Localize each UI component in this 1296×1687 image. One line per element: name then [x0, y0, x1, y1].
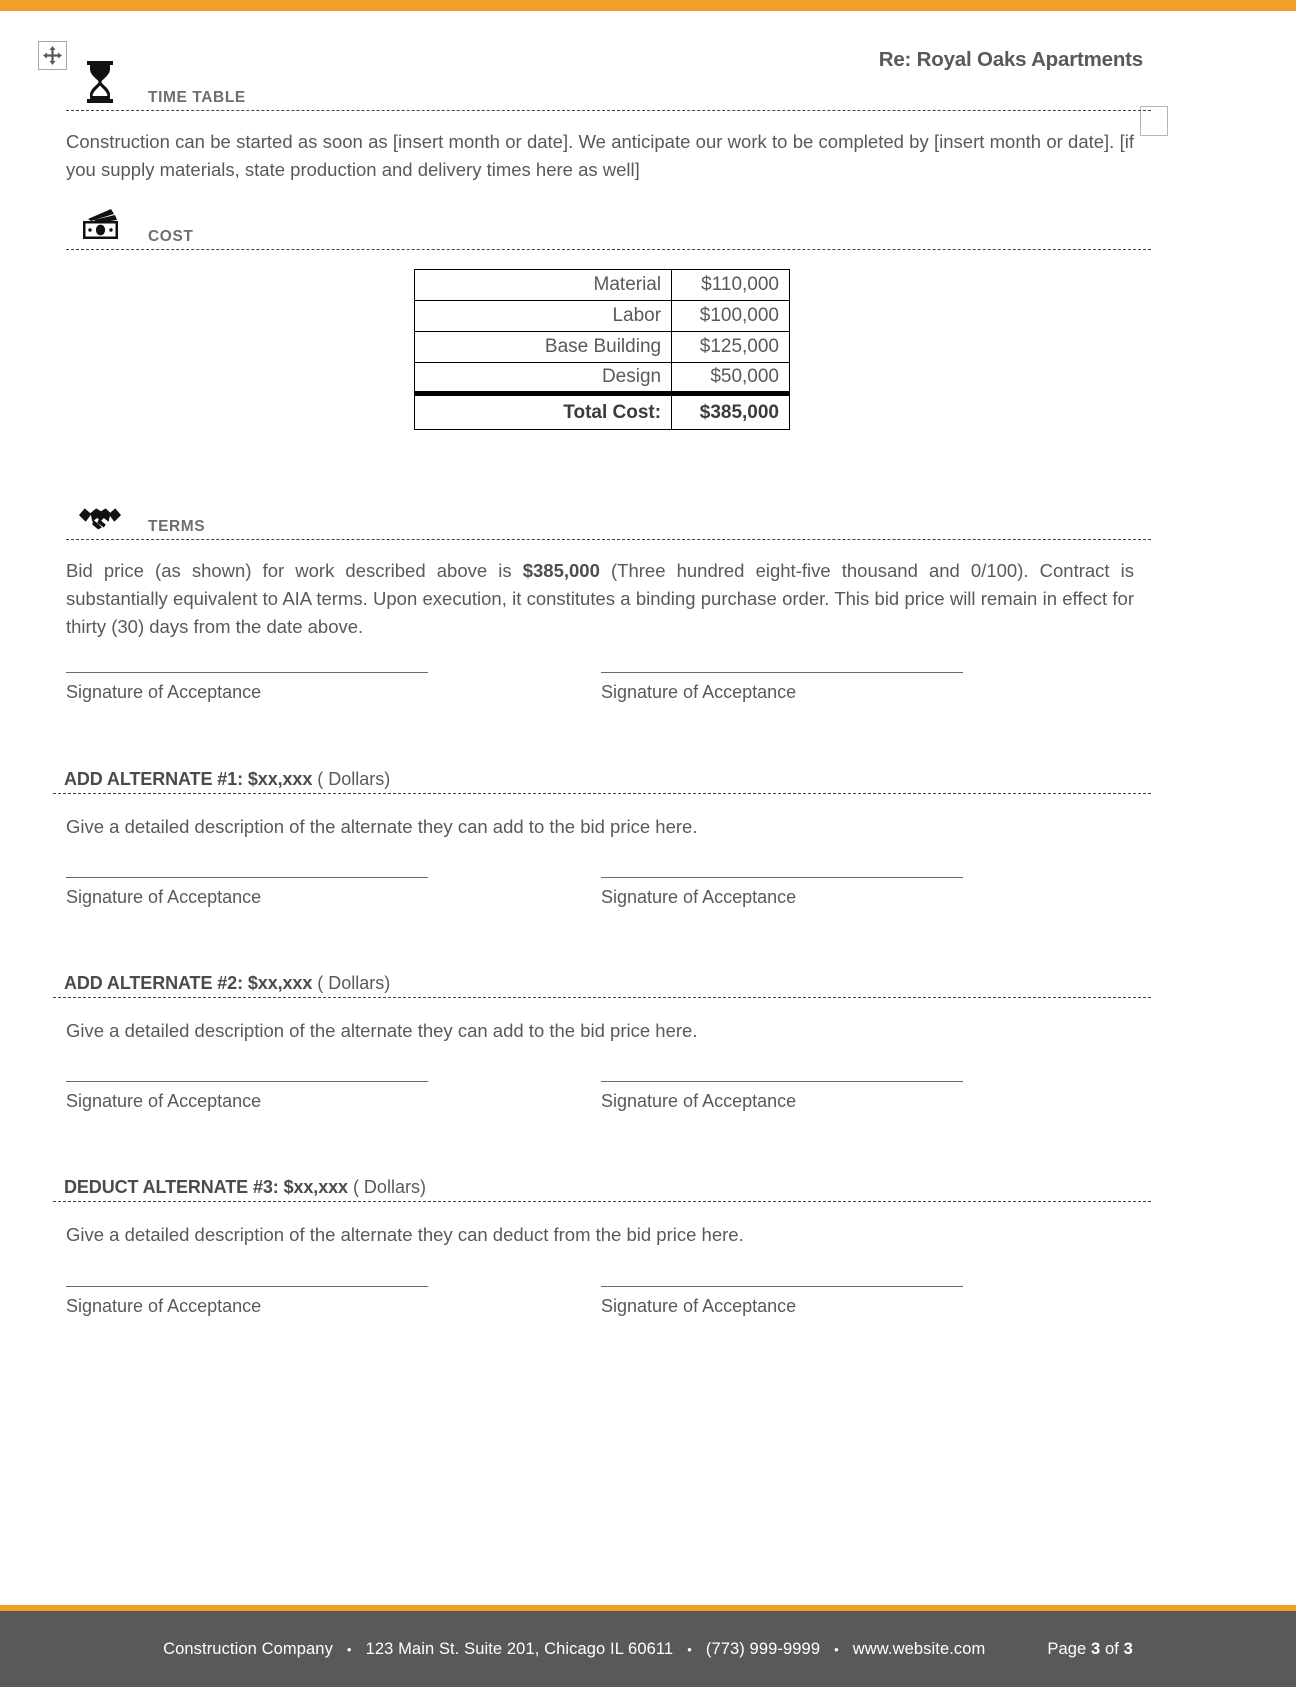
signature-line[interactable]	[601, 877, 963, 878]
table-row	[415, 363, 790, 394]
signature-label: Signature of Acceptance	[601, 1091, 797, 1111]
alternate-heading-bold: DEDUCT ALTERNATE #3: $xx,xxx	[64, 1177, 348, 1197]
section-divider	[53, 1201, 1151, 1202]
signature-label: Signature of Acceptance	[601, 1296, 797, 1316]
top-accent-bar	[0, 0, 1296, 11]
cost-table	[414, 269, 790, 430]
cost-row-value: $110,000	[672, 270, 790, 301]
signature-line[interactable]	[66, 1081, 428, 1082]
signature-line[interactable]	[66, 877, 428, 878]
signature-label: Signature of Acceptance	[66, 682, 262, 702]
footer-company: Construction Company	[163, 1639, 333, 1658]
move-four-arrows-icon[interactable]	[38, 41, 67, 70]
table-row	[415, 332, 790, 363]
alternate-heading-text	[64, 769, 390, 790]
money-cash-icon	[78, 199, 122, 243]
footer-address: 123 Main St. Suite 201, Chicago IL 60611	[365, 1639, 674, 1658]
alternate-heading-bold: ADD ALTERNATE #1: $xx,xxx	[64, 769, 313, 789]
alternate-heading-rest: ( Dollars)	[312, 973, 391, 993]
signature-line[interactable]	[601, 672, 963, 673]
alternate-description-1: Give a detailed description of the alternate they can add to the bid price here.	[66, 816, 698, 837]
footer	[0, 1611, 1296, 1687]
signature-label: Signature of Acceptance	[601, 887, 797, 907]
cost-row-label: Labor	[415, 301, 672, 332]
alternate-header-1	[53, 764, 1151, 794]
document-page	[0, 11, 1296, 1605]
section-divider	[53, 997, 1151, 998]
total-cost-value: $385,000	[672, 394, 790, 430]
terms-text-before: Bid price (as shown) for work described above is	[66, 560, 523, 581]
alternate-heading-text	[64, 1177, 426, 1198]
total-cost-label: Total Cost:	[415, 394, 672, 430]
alternate-header-2	[53, 968, 1151, 998]
cost-row-label: Design	[415, 363, 672, 394]
cost-row-label: Material	[415, 270, 672, 301]
footer-phone: (773) 999-9999	[705, 1639, 821, 1658]
table-row	[415, 301, 790, 332]
section-divider	[66, 539, 1151, 540]
signature-label: Signature of Acceptance	[66, 1296, 262, 1316]
footer-separator-icon: •	[687, 1641, 692, 1657]
alternate-header-3	[53, 1172, 1151, 1202]
cost-row-value: $100,000	[672, 301, 790, 332]
signature-label: Signature of Acceptance	[66, 1091, 262, 1111]
page-total: 3	[1123, 1639, 1133, 1658]
signature-line[interactable]	[66, 672, 428, 673]
terms-body	[66, 557, 1134, 641]
cost-row-value: $50,000	[672, 363, 790, 394]
signature-label: Signature of Acceptance	[601, 682, 797, 702]
cost-row-value: $125,000	[672, 332, 790, 363]
time-table-body: Construction can be started as soon as [insert month or date]. We anticipate our work to be completed by [insert month or date]. [if you supply materials, state production and delivery times here as well]	[66, 131, 1134, 180]
table-row	[415, 270, 790, 301]
footer-page-number	[1047, 1640, 1133, 1659]
section-title: TERMS	[148, 518, 206, 535]
alternate-heading-text	[64, 973, 390, 994]
alternate-heading-rest: ( Dollars)	[312, 769, 391, 789]
footer-website[interactable]: www.website.com	[852, 1639, 986, 1658]
section-header-time-table	[66, 65, 1151, 111]
page-middle: of	[1100, 1639, 1124, 1658]
terms-text-after: (Three hundred eight-five thousand and 0/100). Contract is substantially equivalent to AIA terms. Upon execution, it constitutes a binding purchase order. This bid price will remain in effect for thirty (30) days from the date above.	[66, 560, 1135, 637]
alternate-heading-rest: ( Dollars)	[347, 1177, 426, 1197]
signature-line[interactable]	[66, 1286, 428, 1287]
handshake-icon	[78, 489, 122, 533]
hourglass-icon	[78, 60, 122, 104]
section-divider	[53, 793, 1151, 794]
footer-separator-icon: •	[346, 1641, 352, 1657]
page-prefix: Page	[1047, 1639, 1091, 1658]
section-header-terms	[66, 494, 1151, 540]
alternate-heading-bold: ADD ALTERNATE #2: $xx,xxx	[64, 973, 313, 993]
section-header-cost	[66, 204, 1151, 250]
cost-row-label: Base Building	[415, 332, 672, 363]
footer-separator-icon: •	[834, 1641, 839, 1657]
alternate-description-3: Give a detailed description of the alternate they can deduct from the bid price here.	[66, 1224, 744, 1245]
section-divider	[66, 249, 1151, 250]
alternate-description-2: Give a detailed description of the alternate they can add to the bid price here.	[66, 1020, 698, 1041]
section-divider	[66, 110, 1151, 111]
table-row-total	[415, 394, 790, 430]
terms-bid-amount: $385,000	[522, 560, 600, 581]
section-title: TIME TABLE	[148, 89, 246, 106]
signature-line[interactable]	[601, 1081, 963, 1082]
signature-label: Signature of Acceptance	[66, 887, 262, 907]
document-reference: Re: Royal Oaks Apartments	[878, 48, 1143, 71]
section-title: COST	[148, 228, 194, 245]
signature-line[interactable]	[601, 1286, 963, 1287]
page-current: 3	[1091, 1639, 1101, 1658]
